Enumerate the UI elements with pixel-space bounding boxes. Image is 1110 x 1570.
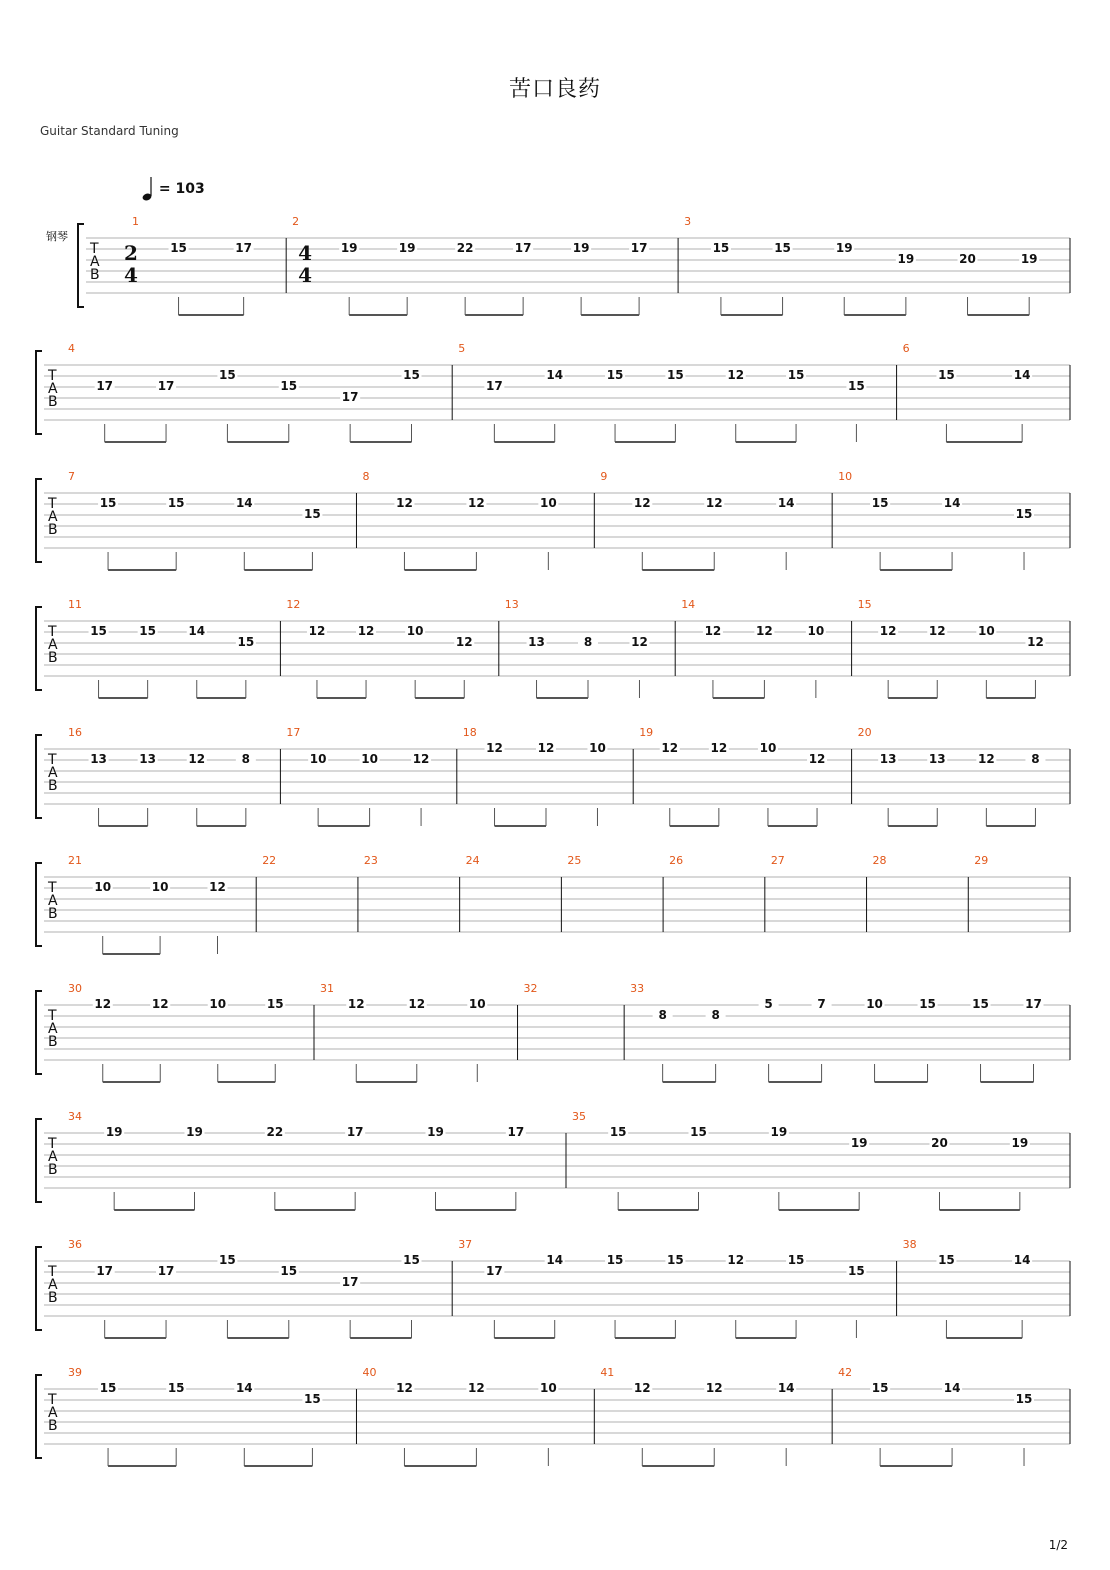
fret-number: 12 [704,624,722,638]
measure-number: 11 [68,598,82,611]
fret-number: 8 [658,1008,667,1022]
staff-bracket [36,1375,42,1458]
fret-number: 15 [304,1392,321,1406]
tab-system [0,1103,1110,1203]
fret-number: 10 [866,997,883,1011]
measure-number: 6 [902,342,910,355]
system-svg [0,975,1110,1085]
fret-number: 12 [455,635,473,649]
fret-number: 20 [959,252,976,266]
fret-number: 19 [398,241,416,255]
fret-number: 13 [90,752,107,766]
fret-number: 15 [1015,507,1033,521]
fret-number: 10 [361,752,378,766]
fret-number: 14 [943,1381,961,1395]
staff-bracket [36,1247,42,1330]
fret-number: 10 [94,880,112,894]
fret-number: 15 [871,496,889,510]
tab-clef-letter: B [48,650,58,666]
fret-number: 12 [537,741,555,755]
measure-number: 27 [770,854,785,867]
fret-number: 12 [710,741,728,755]
song-title: 苦口良药 [508,77,601,102]
fret-number: 12 [977,752,995,766]
fret-number: 19 [340,241,358,255]
fret-number: 15 [609,1125,627,1139]
fret-number: 15 [774,241,791,255]
measure-number: 25 [567,854,582,867]
fret-number: 15 [667,1253,684,1267]
measure-number: 15 [857,598,872,611]
tab-system [0,208,1110,308]
fret-number: 15 [266,997,284,1011]
fret-number: 17 [341,1275,359,1289]
fret-number: 17 [96,1264,114,1278]
system-svg [0,591,1110,701]
fret-number: 17 [341,390,359,404]
fret-number: 15 [938,1253,955,1267]
fret-number: 19 [850,1136,868,1150]
fret-number: 19 [105,1125,123,1139]
measure-number: 37 [458,1238,473,1251]
measure-number: 26 [669,854,684,867]
measure-number: 38 [902,1238,917,1251]
fret-number: 14 [1013,368,1031,382]
fret-number: 12 [408,997,426,1011]
fret-number: 10 [759,741,777,755]
tab-clef-letter: T [48,1392,57,1408]
fret-number: 15 [90,624,107,638]
fret-number: 15 [787,1253,805,1267]
tab-clef-letter: T [90,241,99,257]
tab-clef-letter: A [48,381,58,397]
fret-number: 19 [572,241,590,255]
measure-number: 42 [838,1366,853,1379]
staff-bracket [36,735,42,818]
fret-number: 15 [139,624,157,638]
measure-number: 36 [68,1238,82,1251]
measure-number: 22 [262,854,277,867]
measure-number: 20 [857,726,872,739]
staff-bracket [36,863,42,946]
tab-system [0,591,1110,691]
system-svg [0,335,1110,445]
fret-number: 8 [583,635,593,649]
fret-number: 12 [412,752,430,766]
tab-clef-letter: A [48,1021,58,1037]
measure-number: 8 [362,470,370,483]
tab-system [0,335,1110,435]
tab-clef-letter: A [48,1277,58,1293]
fret-number: 15 [1015,1392,1033,1406]
measure-number: 41 [600,1366,615,1379]
tab-clef-letter: T [48,1264,57,1280]
fret-number: 15 [167,1381,185,1395]
fret-number: 8 [241,752,251,766]
tuning-label: Guitar Standard Tuning [40,124,179,138]
fret-number: 10 [977,624,995,638]
fret-number: 17 [96,379,114,393]
tab-clef-letter: T [48,368,57,384]
measure-number: 5 [458,342,466,355]
fret-number: 17 [486,379,503,393]
fret-number: 10 [539,496,557,510]
fret-number: 15 [787,368,805,382]
fret-number: 15 [871,1381,889,1395]
fret-number: 15 [403,368,420,382]
fret-number: 12 [1027,635,1044,649]
fret-number: 22 [456,241,474,255]
fret-number: 13 [928,752,946,766]
fret-number: 10 [406,624,424,638]
tab-system [0,1231,1110,1331]
tab-clef-letter: T [48,880,57,896]
system-svg [0,1103,1110,1213]
fret-number: 12 [94,997,112,1011]
fret-number: 12 [633,1381,651,1395]
tab-clef-letter: A [48,765,58,781]
fret-number: 12 [727,1253,745,1267]
fret-number: 15 [606,1253,624,1267]
fret-number: 14 [943,496,961,510]
tab-system [0,847,1110,947]
fret-number: 10 [468,997,486,1011]
fret-number: 12 [633,496,651,510]
measure-number: 28 [872,854,887,867]
fret-number: 19 [770,1125,788,1139]
tab-clef-letter: B [48,522,58,538]
fret-number: 15 [280,379,298,393]
fret-number: 12 [705,1381,723,1395]
time-signature-numerator: 4 [298,241,313,265]
fret-number: 15 [219,368,236,382]
time-signature-denominator: 4 [124,263,138,287]
fret-number: 15 [938,368,955,382]
time-signature-numerator: 2 [124,241,138,265]
fret-number: 15 [170,241,187,255]
fret-number: 17 [346,1125,364,1139]
staff-bracket [36,479,42,562]
fret-number: 14 [546,1253,564,1267]
measure-number: 3 [684,215,692,228]
fret-number: 5 [764,997,773,1011]
fret-number: 15 [237,635,255,649]
measure-number: 34 [68,1110,82,1123]
staff-bracket [36,607,42,690]
tab-clef-letter: T [48,752,57,768]
tab-clef-letter: A [48,893,58,909]
tab-clef-letter: T [48,496,57,512]
tempo-marking [142,176,205,202]
staff-bracket [36,351,42,434]
measure-number: 24 [465,854,480,867]
fret-number: 19 [897,252,915,266]
measure-number: 2 [292,215,300,228]
fret-number: 12 [468,1381,485,1395]
fret-number: 15 [99,496,117,510]
tab-clef-letter: B [48,1034,58,1050]
system-svg [0,463,1110,573]
fret-number: 14 [235,1381,253,1395]
fret-number: 20 [931,1136,948,1150]
tab-clef-letter: T [48,1008,57,1024]
fret-number: 14 [1013,1253,1031,1267]
fret-number: 12 [396,1381,413,1395]
fret-number: 12 [468,496,485,510]
system-svg [0,1359,1110,1469]
page-number: 1/2 [1048,1538,1068,1552]
tab-system [0,975,1110,1075]
fret-number: 8 [711,1008,720,1022]
measure-number: 30 [68,982,82,995]
fret-number: 17 [1025,997,1042,1011]
system-svg [0,719,1110,829]
fret-number: 15 [280,1264,298,1278]
tab-clef-letter: B [48,1418,58,1434]
tab-clef-letter: A [48,1405,58,1421]
fret-number: 10 [589,741,606,755]
fret-number: 15 [219,1253,236,1267]
measure-number: 10 [838,470,853,483]
staff-bracket [78,224,84,307]
fret-number: 12 [209,880,226,894]
fret-number: 12 [661,741,679,755]
fret-number: 17 [486,1264,503,1278]
tab-clef-letter: A [90,254,100,270]
tab-clef-letter: A [48,1149,58,1165]
fret-number: 17 [157,1264,175,1278]
tab-clef-letter: A [48,637,58,653]
fret-number: 15 [848,1264,865,1278]
fret-number: 17 [514,241,532,255]
fret-number: 15 [848,379,865,393]
fret-number: 14 [777,1381,795,1395]
fret-number: 15 [919,997,936,1011]
tab-system [0,719,1110,819]
fret-number: 19 [1020,252,1038,266]
tab-clef-letter: T [48,624,57,640]
fret-number: 13 [139,752,157,766]
fret-number: 12 [151,997,169,1011]
fret-number: 15 [403,1253,420,1267]
tab-system [0,1359,1110,1459]
measure-number: 39 [68,1366,82,1379]
measure-number: 32 [523,982,538,995]
fret-number: 12 [808,752,826,766]
fret-number: 7 [817,997,826,1011]
tab-clef-letter: B [48,1162,58,1178]
tab-clef-letter: A [48,509,58,525]
fret-number: 8 [1031,752,1040,766]
measure-number: 35 [572,1110,586,1123]
quarter-note-icon [142,181,154,197]
system-svg [0,1231,1110,1341]
fret-number: 12 [631,635,648,649]
time-signature-denominator: 4 [298,263,313,287]
fret-number: 12 [928,624,946,638]
fret-number: 12 [879,624,897,638]
measure-number: 7 [68,470,75,483]
measure-number: 13 [504,598,519,611]
fret-number: 19 [186,1125,203,1139]
fret-number: 17 [630,241,648,255]
fret-number: 12 [727,368,745,382]
fret-number: 15 [167,496,185,510]
fret-number: 12 [308,624,326,638]
measure-number: 21 [68,854,82,867]
fret-number: 10 [209,997,227,1011]
fret-number: 13 [879,752,897,766]
measure-number: 16 [68,726,82,739]
fret-number: 15 [667,368,684,382]
fret-number: 14 [188,624,206,638]
measure-number: 9 [600,470,608,483]
measure-number: 40 [362,1366,377,1379]
fret-number: 15 [690,1125,707,1139]
fret-number: 14 [546,368,564,382]
instrument-label: 钢琴 [46,230,68,243]
measure-number: 12 [286,598,301,611]
fret-number: 19 [835,241,853,255]
fret-number: 12 [357,624,375,638]
fret-number: 12 [486,741,503,755]
fret-number: 15 [712,241,730,255]
tab-clef-letter: T [48,1136,57,1152]
fret-number: 12 [705,496,723,510]
tab-clef-letter: B [48,394,58,410]
fret-number: 17 [235,241,252,255]
tab-clef-letter: B [48,1290,58,1306]
measure-number: 1 [132,215,139,228]
fret-number: 14 [235,496,253,510]
fret-number: 17 [157,379,175,393]
tab-clef-letter: B [48,906,58,922]
staff-bracket [36,1119,42,1202]
fret-number: 12 [756,624,773,638]
measure-number: 19 [639,726,654,739]
fret-number: 15 [99,1381,117,1395]
fret-number: 12 [396,496,413,510]
system-svg [0,208,1110,318]
fret-number: 15 [972,997,989,1011]
fret-number: 22 [266,1125,284,1139]
system-svg [0,847,1110,957]
fret-number: 10 [539,1381,557,1395]
measure-number: 33 [630,982,645,995]
measure-number: 4 [68,342,75,355]
fret-number: 12 [188,752,206,766]
fret-number: 10 [151,880,169,894]
measure-number: 14 [681,598,696,611]
fret-number: 15 [304,507,321,521]
tab-clef-letter: B [48,778,58,794]
measure-number: 18 [462,726,477,739]
fret-number: 12 [347,997,365,1011]
fret-number: 10 [309,752,327,766]
tab-clef-letter: B [90,267,100,283]
measure-number: 31 [320,982,334,995]
fret-number: 10 [807,624,825,638]
tab-system [0,463,1110,563]
fret-number: 15 [606,368,624,382]
tempo-value: = 103 [158,181,205,197]
measure-number: 23 [363,854,378,867]
fret-number: 13 [528,635,545,649]
measure-number: 29 [974,854,989,867]
measure-number: 17 [286,726,301,739]
staff-bracket [36,991,42,1074]
fret-number: 19 [1011,1136,1029,1150]
fret-number: 17 [507,1125,525,1139]
fret-number: 19 [427,1125,444,1139]
fret-number: 14 [777,496,795,510]
